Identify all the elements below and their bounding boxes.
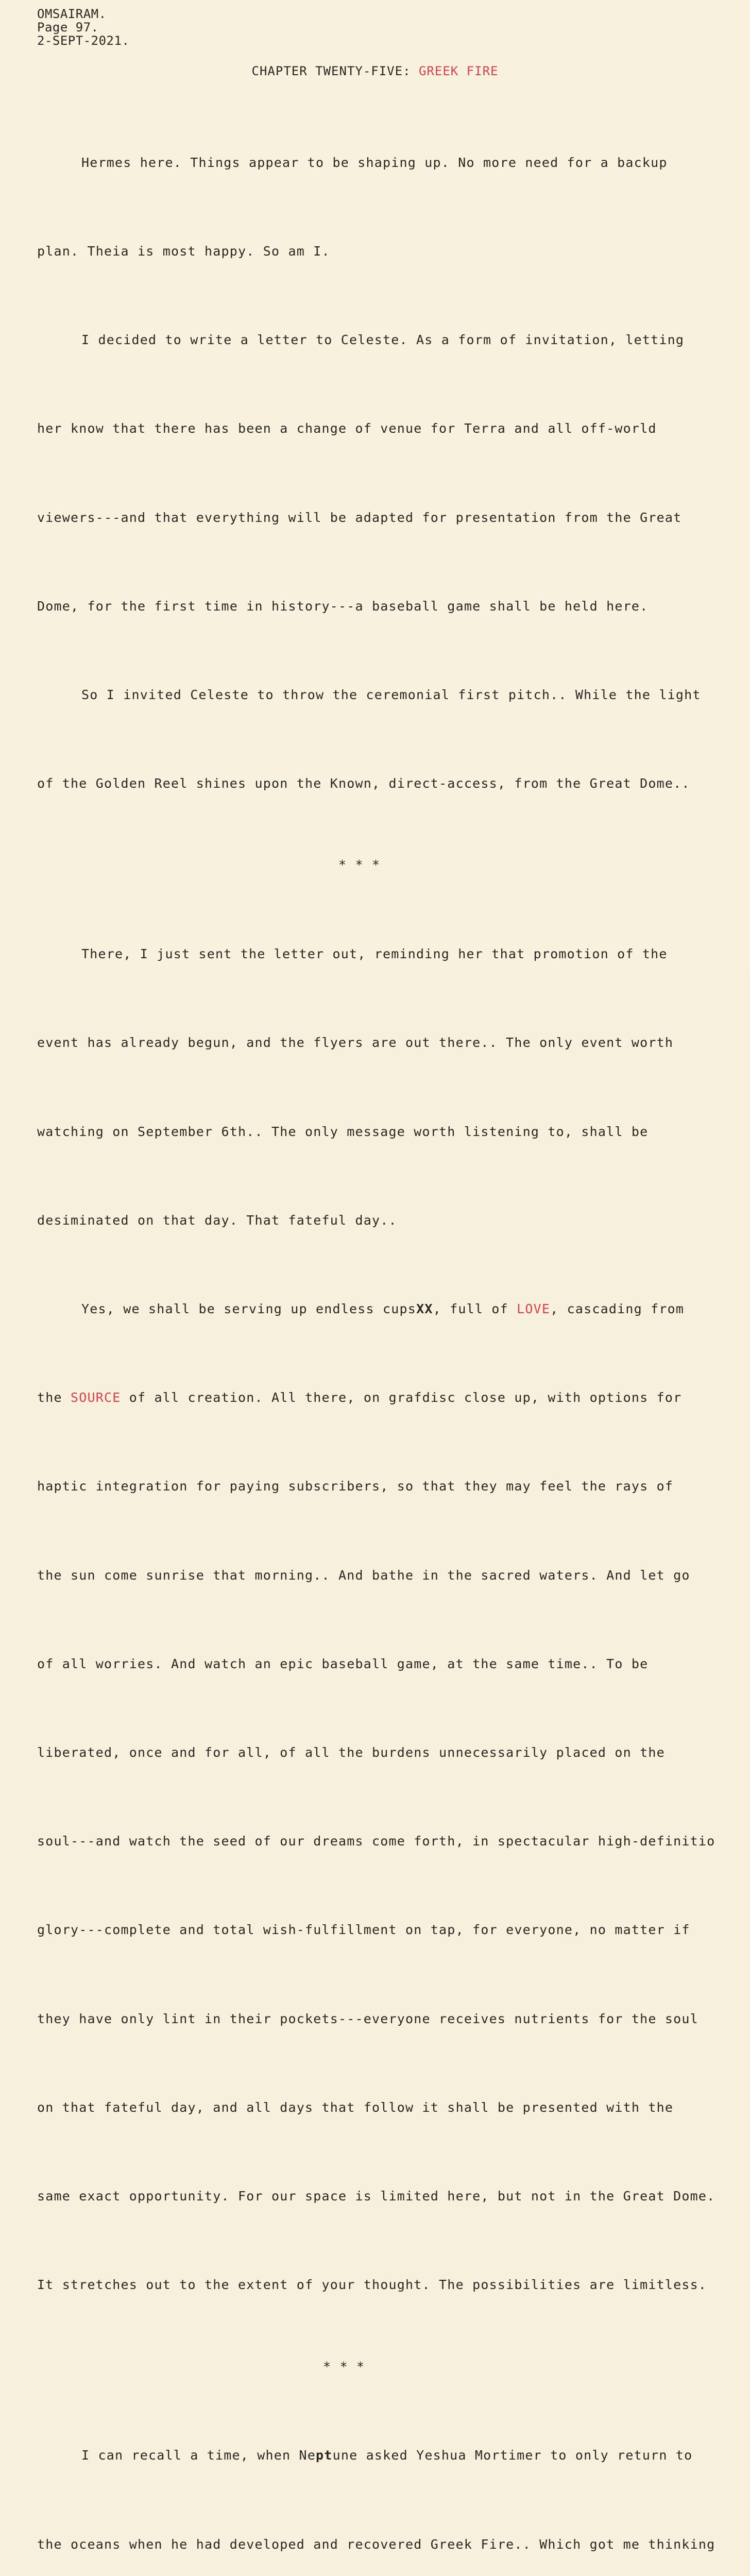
text-line bbox=[37, 1383, 743, 1412]
header-line-omsairam: OMSAIRAM. bbox=[37, 7, 107, 21]
header-date: 2-SEPT-2021. bbox=[37, 33, 130, 48]
text-line: desiminated on that day. That fateful day.. bbox=[37, 1212, 397, 1228]
text-line: plan. Theia is most happy. So am I. bbox=[37, 244, 330, 259]
text-line: Hermes here. Things appear to be shaping up. No more need for a backup bbox=[81, 155, 668, 170]
text-line: same exact opportunity. For our space is limited here, but not in the Great Dome. bbox=[37, 2189, 715, 2204]
text-segment: , full of bbox=[433, 1301, 517, 1317]
red-word-source: SOURCE bbox=[71, 1390, 121, 1405]
section-break: * * * bbox=[338, 857, 381, 873]
chapter-title-highlight: GREEK FIRE bbox=[418, 64, 499, 78]
text-segment: , cascading from bbox=[550, 1301, 685, 1317]
text-line: they have only lint in their pockets---everyone receives nutrients for the soul bbox=[37, 2011, 698, 2026]
header-page-number: Page 97. bbox=[37, 20, 99, 35]
text-line bbox=[37, 1294, 743, 1324]
text-line: glory---complete and total wish-fulfillment on tap, for everyone, no matter if bbox=[37, 1922, 690, 1938]
text-segment: une asked Yeshua Mortimer to only return to bbox=[332, 2448, 693, 2463]
text-line bbox=[37, 2441, 743, 2470]
text-line: on that fateful day, and all days that follow it shall be presented with the bbox=[37, 2099, 674, 2115]
text-line: of all worries. And watch an epic baseball game, at the same time.. To be bbox=[37, 1656, 649, 1671]
text-line: soul---and watch the seed of our dreams come forth, in spectacular high-definitio bbox=[37, 1834, 715, 1849]
text-line: So I invited Celeste to throw the ceremonial first pitch.. While the light bbox=[81, 687, 701, 703]
page-header bbox=[37, 7, 129, 47]
section-break: * * * bbox=[323, 2359, 365, 2374]
text-segment: of all creation. All there, on grafdisc close up, with options for bbox=[121, 1390, 682, 1405]
text-segment: Yes, we shall be serving up endless cups bbox=[81, 1301, 417, 1317]
red-word-love: LOVE bbox=[517, 1301, 551, 1317]
text-line: Dome, for the first time in history---a baseball game shall be held here. bbox=[37, 598, 649, 614]
text-line: the oceans when he had developed and recovered Greek Fire.. Which got me thinking bbox=[37, 2536, 715, 2552]
text-segment: the bbox=[37, 1390, 71, 1405]
text-line: viewers---and that everything will be adapted for presentation from the Great bbox=[37, 510, 682, 525]
text-segment: I can recall a time, when Ne bbox=[81, 2448, 316, 2463]
chapter-title-prefix: CHAPTER TWENTY-FIVE: bbox=[251, 64, 419, 78]
text-line: I decided to write a letter to Celeste. As a form of invitation, letting bbox=[81, 332, 685, 348]
chapter-title bbox=[0, 64, 750, 78]
text-line: watching on September 6th.. The only message worth listening to, shall be bbox=[37, 1124, 649, 1139]
text-line: her know that there has been a change of venue for Terra and all off-world bbox=[37, 421, 657, 436]
body-text bbox=[37, 89, 743, 2576]
text-line: of the Golden Reel shines upon the Known, direct-access, from the Great Dome.. bbox=[37, 776, 690, 791]
overstrike-mark: XX bbox=[416, 1301, 433, 1317]
text-line: haptic integration for paying subscribers, so that they may feel the rays of bbox=[37, 1479, 674, 1494]
text-line: the sun come sunrise that morning.. And bathe in the sacred waters. And let go bbox=[37, 1567, 690, 1583]
overstrike-mark: pt bbox=[316, 2448, 333, 2463]
text-line: event has already begun, and the flyers are out there.. The only event worth bbox=[37, 1035, 674, 1050]
text-line: It stretches out to the extent of your thought. The possibilities are limitless. bbox=[37, 2277, 707, 2293]
text-line: There, I just sent the letter out, reminding her that promotion of the bbox=[81, 946, 668, 962]
text-line: liberated, once and for all, of all the burdens unnecessarily placed on the bbox=[37, 1745, 665, 1760]
